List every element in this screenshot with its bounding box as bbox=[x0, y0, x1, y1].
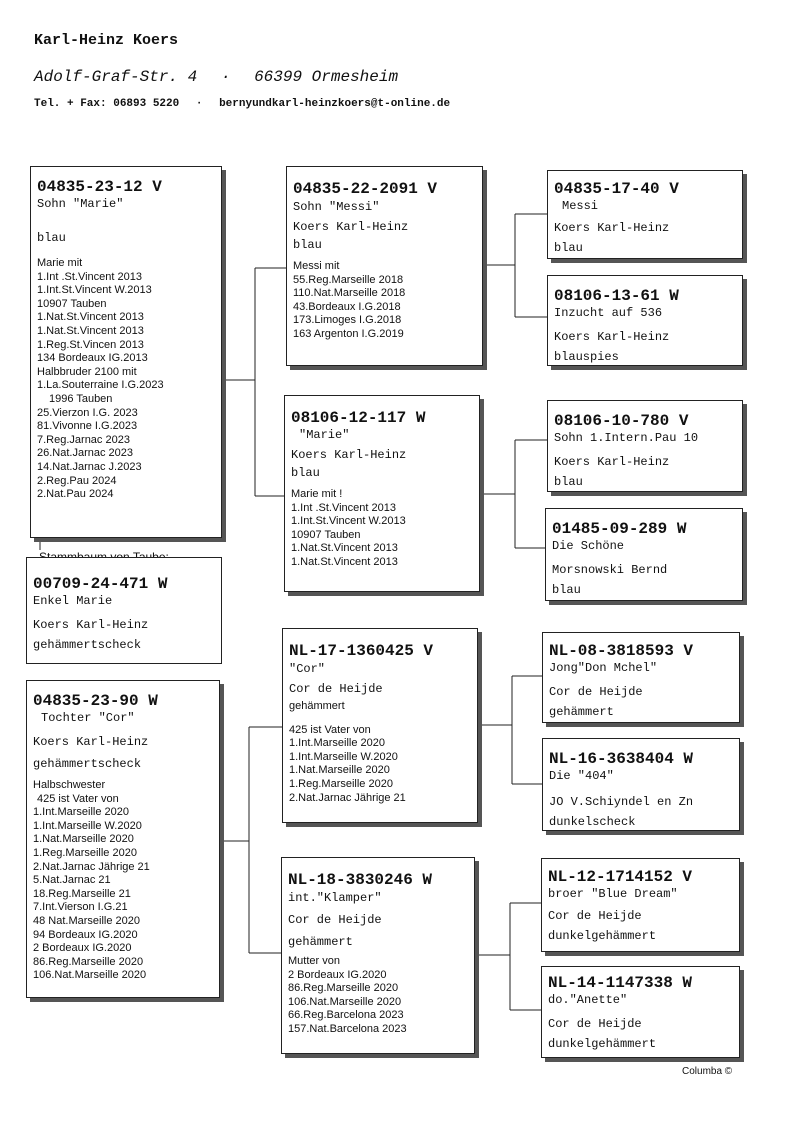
mf-line-3: gehämmert bbox=[289, 700, 345, 712]
mmm-line-2: Cor de Heijde bbox=[548, 1017, 642, 1031]
mmm-line-1: do."Anette" bbox=[548, 993, 628, 1007]
result-line: 1.Reg.St.Vincen 2013 bbox=[37, 338, 144, 351]
mother-line-3: gehämmertscheck bbox=[33, 757, 142, 771]
fmf-ring: 08106-10-780 V bbox=[554, 412, 689, 430]
father-line-2: blau bbox=[37, 231, 66, 245]
result-line: 1.Int.St.Vincent W.2013 bbox=[37, 284, 152, 297]
result-line: 2.Nat.Jarnac Jährige 21 bbox=[33, 860, 150, 873]
fmf-line-1: Sohn 1.Intern.Pau 10 bbox=[554, 431, 699, 445]
result-line: Marie mit ! bbox=[291, 488, 343, 500]
ffm-line-3: blauspies bbox=[554, 350, 619, 364]
result-line: 1.Reg.Marseille 2020 bbox=[33, 846, 137, 859]
result-line: 1.Nat.St.Vincent 2013 bbox=[291, 555, 398, 568]
result-line: 26.Nat.Jarnac 2023 bbox=[37, 447, 134, 460]
result-line: 7.Reg.Jarnac 2023 bbox=[37, 433, 130, 446]
father-results bbox=[37, 257, 215, 502]
result-line: 1.Int.Marseille W.2020 bbox=[33, 819, 142, 832]
result-line: 43.Bordeaux I.G.2018 bbox=[293, 300, 401, 313]
fmf-line-2: Koers Karl-Heinz bbox=[554, 455, 670, 469]
city: 66399 Ormesheim bbox=[254, 68, 399, 86]
mm-line-1: int."Klamper" bbox=[288, 891, 382, 905]
result-line: 1.La.Souterraine I.G.2023 bbox=[37, 379, 164, 392]
fff-ring: 04835-17-40 V bbox=[554, 180, 679, 198]
father-card bbox=[30, 166, 222, 538]
mf-ring: NL-17-1360425 V bbox=[289, 642, 434, 660]
result-line: 1.Nat.Marseille 2020 bbox=[33, 833, 134, 846]
result-line: 110.Nat.Marseille 2018 bbox=[293, 287, 406, 300]
subject-line-1: Enkel Marie bbox=[33, 594, 113, 608]
result-line: 2.Nat.Jarnac Jährige 21 bbox=[289, 791, 406, 804]
result-line: 55.Reg.Marseille 2018 bbox=[293, 273, 404, 286]
fm-line-2: Koers Karl-Heinz bbox=[291, 448, 407, 462]
fm-line-3: blau bbox=[291, 466, 320, 480]
result-line: 1996 Tauben bbox=[49, 392, 113, 405]
result-line: 1.Int.Marseille 2020 bbox=[289, 737, 385, 750]
mother-line-2: Koers Karl-Heinz bbox=[33, 735, 149, 749]
ff-line-1: Sohn "Messi" bbox=[293, 200, 380, 214]
result-line: 163 Argenton I.G.2019 bbox=[293, 327, 404, 340]
result-line: 10907 Tauben bbox=[291, 528, 361, 541]
father-ring: 04835-23-12 V bbox=[37, 178, 162, 196]
mother-ring: 04835-23-90 W bbox=[33, 692, 158, 710]
result-line: 10907 Tauben bbox=[37, 297, 107, 310]
result-line: 1.Nat.St.Vincent 2013 bbox=[37, 311, 144, 324]
result-line: 2.Nat.Pau 2024 bbox=[37, 488, 114, 501]
result-line: 1.Nat.St.Vincent 2013 bbox=[291, 542, 398, 555]
mmm-line-3: dunkelgehämmert bbox=[548, 1037, 657, 1051]
fmm-line-3: blau bbox=[552, 583, 581, 597]
breeder-name: Karl-Heinz Koers bbox=[34, 32, 179, 49]
mmf-card bbox=[541, 858, 740, 952]
mff-line-1: Jong"Don Mchel" bbox=[549, 661, 658, 675]
fm-ring: 08106-12-117 W bbox=[291, 409, 426, 427]
mfm-line-3: dunkelscheck bbox=[549, 815, 636, 829]
mff-ring: NL-08-3818593 V bbox=[549, 642, 694, 660]
result-line: 425 ist Vater von bbox=[289, 723, 371, 736]
fff-line-1: Messi bbox=[562, 199, 599, 213]
result-line: Marie mit bbox=[37, 257, 83, 269]
result-line: 1.Int .St.Vincent 2013 bbox=[291, 501, 396, 514]
fmm-line-1: Die Schöne bbox=[552, 539, 625, 553]
result-line: 1.Reg.Marseille 2020 bbox=[289, 777, 393, 790]
fmm-line-2: Morsnowski Bernd bbox=[552, 563, 668, 577]
result-line: 1.Nat.St.Vincent 2013 bbox=[37, 324, 144, 337]
mother-card bbox=[26, 680, 220, 998]
mmf-line-2: Cor de Heijde bbox=[548, 909, 642, 923]
result-line: 157.Nat.Barcelona 2023 bbox=[288, 1022, 407, 1035]
ffm-card bbox=[547, 275, 743, 366]
fmf-line-3: blau bbox=[554, 475, 583, 489]
grandsire-maternal-card bbox=[282, 628, 478, 823]
mmm-ring: NL-14-1147338 W bbox=[548, 974, 693, 992]
mff-line-3: gehämmert bbox=[549, 705, 614, 719]
subject-line-3: gehämmertscheck bbox=[33, 638, 142, 652]
mm-results bbox=[288, 955, 468, 1037]
mff-line-2: Cor de Heijde bbox=[549, 685, 643, 699]
result-line: 425 ist Vater von bbox=[37, 792, 119, 805]
mmf-line-1: broer "Blue Dream" bbox=[548, 887, 678, 901]
result-line: 1.Int .St.Vincent 2013 bbox=[37, 270, 142, 283]
result-line: 48 Nat.Marseille 2020 bbox=[33, 914, 141, 927]
separator-dot: · bbox=[220, 68, 231, 86]
mfm-card bbox=[542, 738, 740, 831]
granddam-paternal-card bbox=[284, 395, 480, 592]
street: Adolf-Graf-Str. 4 bbox=[34, 68, 198, 86]
mm-ring: NL-18-3830246 W bbox=[288, 871, 433, 889]
result-line: Halbschwester bbox=[33, 779, 106, 791]
mf-results bbox=[289, 724, 471, 806]
mm-line-3: gehämmert bbox=[288, 935, 353, 949]
grandsire-paternal-card bbox=[286, 166, 483, 366]
ffm-ring: 08106-13-61 W bbox=[554, 287, 679, 305]
result-line: Halbbruder 2100 mit bbox=[37, 365, 137, 378]
result-line: 134 Bordeaux IG.2013 bbox=[37, 352, 148, 365]
result-line: 86.Reg.Marseille 2020 bbox=[288, 982, 399, 995]
result-line: 1.Int.St.Vincent W.2013 bbox=[291, 515, 406, 528]
mother-line-1: Tochter "Cor" bbox=[41, 711, 135, 725]
separator-dot: · bbox=[195, 98, 203, 110]
subject-ring: 00709-24-471 W bbox=[33, 575, 168, 593]
result-line: 94 Bordeaux IG.2020 bbox=[33, 928, 138, 941]
mfm-ring: NL-16-3638404 W bbox=[549, 750, 694, 768]
ff-results bbox=[293, 260, 476, 342]
result-line: 5.Nat.Jarnac 21 bbox=[33, 874, 111, 887]
mmf-ring: NL-12-1714152 V bbox=[548, 868, 693, 886]
result-line: 1.Nat.Marseille 2020 bbox=[289, 764, 390, 777]
result-line: 1.Int.Marseille 2020 bbox=[33, 806, 129, 819]
fff-line-3: blau bbox=[554, 241, 583, 255]
email[interactable]: bernyundkarl-heinzkoers@t-online.de bbox=[219, 98, 451, 110]
result-line: 106.Nat.Marseille 2020 bbox=[33, 969, 147, 982]
mfm-line-1: Die "404" bbox=[549, 769, 614, 783]
fm-line-1: "Marie" bbox=[299, 428, 350, 442]
ffm-line-1: Inzucht auf 536 bbox=[554, 306, 663, 320]
footer-credit: Columba © bbox=[682, 1066, 733, 1077]
result-line: 2 Bordeaux IG.2020 bbox=[288, 968, 387, 981]
mfm-line-2: JO V.Schiyndel en Zn bbox=[549, 795, 694, 809]
result-line: Mutter von bbox=[288, 955, 340, 967]
result-line: 66.Reg.Barcelona 2023 bbox=[288, 1009, 404, 1022]
mmm-card bbox=[541, 966, 740, 1058]
mmf-line-3: dunkelgehämmert bbox=[548, 929, 657, 943]
mf-line-2: Cor de Heijde bbox=[289, 682, 383, 696]
result-line: 2 Bordeaux IG.2020 bbox=[33, 942, 132, 955]
mm-line-2: Cor de Heijde bbox=[288, 913, 382, 927]
mff-card bbox=[542, 632, 740, 723]
result-line: 86.Reg.Marseille 2020 bbox=[33, 955, 144, 968]
result-line: 173.Limoges I.G.2018 bbox=[293, 314, 402, 327]
result-line: 25.Vierzon I.G. 2023 bbox=[37, 406, 138, 419]
result-line: 106.Nat.Marseille 2020 bbox=[288, 995, 402, 1008]
mf-line-1: "Cor" bbox=[289, 662, 326, 676]
fmm-ring: 01485-09-289 W bbox=[552, 520, 687, 538]
ff-ring: 04835-22-2091 V bbox=[293, 180, 438, 198]
result-line: 1.Int.Marseille W.2020 bbox=[289, 750, 398, 763]
ff-line-2: Koers Karl-Heinz bbox=[293, 220, 409, 234]
subject-card bbox=[26, 557, 222, 664]
result-line: Messi mit bbox=[293, 260, 340, 272]
father-line-1: Sohn "Marie" bbox=[37, 197, 124, 211]
result-line: 18.Reg.Marseille 21 bbox=[33, 887, 131, 900]
fff-line-2: Koers Karl-Heinz bbox=[554, 221, 670, 235]
fmf-card bbox=[547, 400, 743, 492]
ff-line-3: blau bbox=[293, 238, 322, 252]
fff-card bbox=[547, 170, 743, 259]
result-line: 81.Vivonne I.G.2023 bbox=[37, 420, 138, 433]
phone: Tel. + Fax: 06893 5220 bbox=[34, 98, 180, 110]
result-line: 14.Nat.Jarnac J.2023 bbox=[37, 460, 142, 473]
subject-line-2: Koers Karl-Heinz bbox=[33, 618, 149, 632]
fm-results bbox=[291, 488, 473, 570]
result-line: 7.Int.Vierson I.G.21 bbox=[33, 901, 128, 914]
fmm-card bbox=[545, 508, 743, 601]
result-line: 2.Reg.Pau 2024 bbox=[37, 474, 117, 487]
mother-results bbox=[33, 779, 213, 983]
ffm-line-2: Koers Karl-Heinz bbox=[554, 330, 670, 344]
granddam-maternal-card bbox=[281, 857, 475, 1054]
